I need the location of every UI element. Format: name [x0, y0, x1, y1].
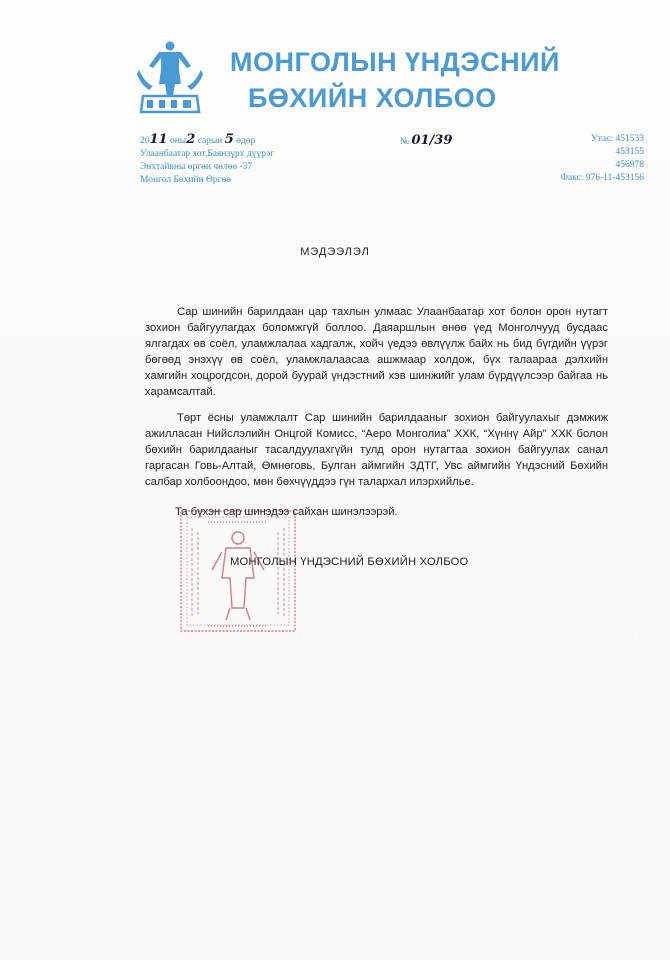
org-name-line1: МОНГОЛЫН ҮНДЭСНИЙ	[230, 47, 560, 77]
document-title: МЭДЭЭЛЭЛ	[300, 246, 370, 258]
date-line	[140, 133, 274, 148]
date-day-handwritten: 5	[224, 132, 234, 147]
phone-3: 456978	[615, 160, 644, 170]
organization-name	[228, 44, 628, 116]
reference-number-handwritten: 01/39	[411, 133, 453, 148]
header-address-block	[140, 133, 274, 187]
reference-prefix: №	[400, 137, 410, 147]
address-line3: Монгол Бөхийн Өргөө	[140, 175, 232, 185]
signature-organization: МОНГОЛЫН ҮНДЭСНИЙ БӨХИЙН ХОЛБОО	[230, 556, 469, 568]
reference-number	[400, 133, 452, 148]
paragraph-1: Сар шинийн барилдаан цар тахлын улмаас Улаанбаатар хот болон орон нутагт зохион байгуулагдах боломжгүй боллоо. Даяаршлын өнөө үед Монголчууд бусдаас ялгагдах өв соёл, уламжлалаа хадгалж, хойч үедээ өвлүүлж байх нь бид бүгдийн үүрэг бөгөөд энэхүү өв соёл, уламжлалаасаа ашжмаар холдож, бүх талаараа дэлхийн хамгийн хоцрогдсон, дорой буурай үндэстний хэв шинжийг улам бүрдүүлсээр байгаа нь харамсалтай.	[145, 306, 608, 398]
header-contact-block	[560, 133, 644, 185]
stamp-wrestler-icon	[178, 508, 298, 634]
paragraph-2: Төрт ёсны уламжлалт Сар шинийн барилдааныг зохион байгуулахыг дэмжиж ажилласан Нийслэлийн Онцгой Комисс, “Аеро Монголиа” ХХК, “Хүннү Айр” ХХК болон бөхийн барилдааныг тасалдуулахгүйн тулд орон нутагтаа зохион байгуулах санал гаргасан Говь-Алтай, Өмнөговь, Булган аймгийн ЗДТГ, Увс аймгийн Үндэсний Бөхийн салбар холбоондоо, мөн бөхчүүддээ гүн талархал илэрхийлье.	[145, 412, 608, 488]
org-name-line2: БӨХИЙН ХОЛБОО	[248, 83, 497, 113]
wrestler-emblem-icon	[135, 40, 205, 118]
date-sar: сарын	[197, 136, 223, 146]
date-oni: оны	[169, 136, 187, 146]
phone-2: 453155	[615, 147, 644, 157]
date-year-handwritten: 11	[149, 132, 168, 147]
address-line1: Улаанбаатар хот,Баянзүрх дүүрэг	[140, 149, 275, 159]
fax: Факс: 976-11-453156	[560, 173, 644, 183]
address-line2: Энхтайвны өргөн чөлөө -37	[140, 162, 253, 172]
phone-1: Утас: 451533	[591, 134, 644, 144]
date-month-handwritten: 2	[186, 132, 196, 147]
closing-line: Та бүхэн сар шинэдээ сайхан шинэлээрэй.	[175, 506, 398, 518]
document-body	[145, 304, 608, 500]
date-ner: өдөр	[236, 136, 256, 146]
date-prefix: 20	[140, 136, 150, 146]
